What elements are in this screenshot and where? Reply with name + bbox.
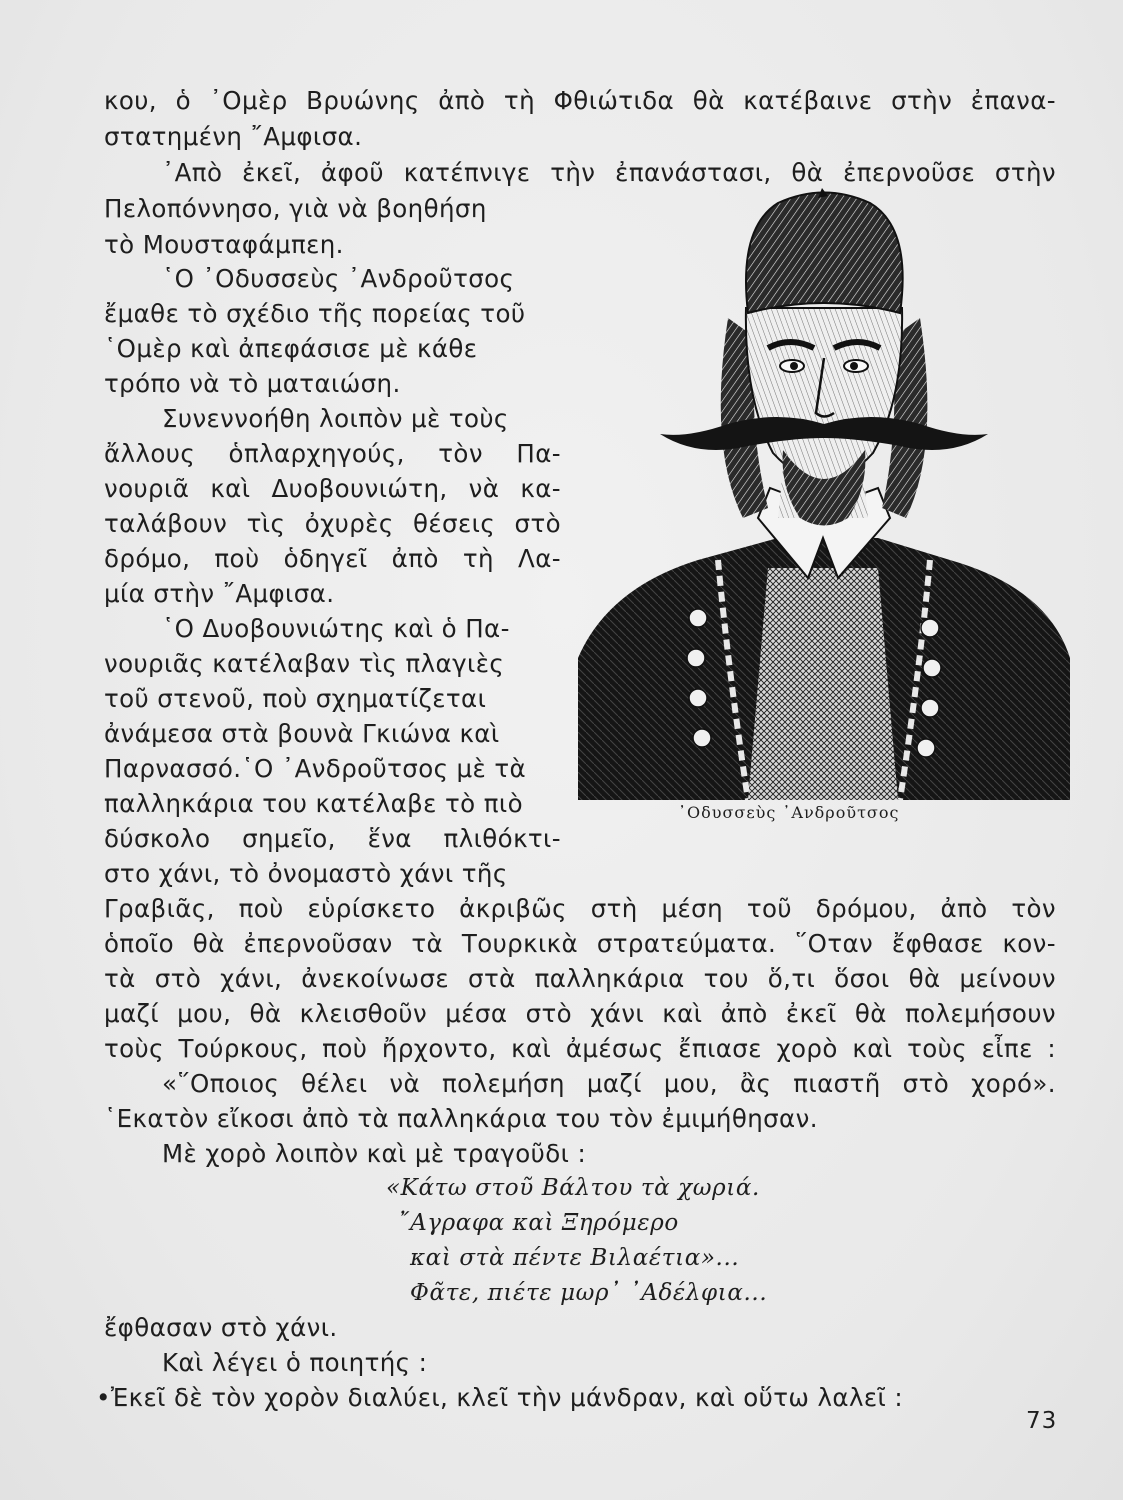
text-line: ἔφθασαν στὸ χάνι. <box>104 1313 338 1342</box>
text-line: Παρνασσό.῾Ο ᾿Ανδροῦτσος μὲ τὰ <box>104 754 527 783</box>
text-line: νουριᾶς κατέλαβαν τὶς πλαγιὲς <box>104 649 505 678</box>
text-line: τρόπο νὰ τὸ ματαιώση. <box>104 369 401 398</box>
text-line: παλληκάρια του κατέλαβε τὸ πιὸ <box>104 789 523 818</box>
text-line: τὰ στὸ χάνι, ἀνεκοίνωσε στὰ παλληκάρια του ὅ,τι ὅσοι θὰ μείνουν <box>104 964 1056 993</box>
text-line: «῞Οποιος θέλει νὰ πολεμήση μαζί μου, ἂς πιαστῆ στὸ χορό». <box>162 1069 1056 1098</box>
text-line: δρόμο, ποὺ ὁδηγεῖ ἀπὸ τὴ Λα- <box>104 544 561 573</box>
verse-line: «Κάτω στοῦ Βάλτου τὰ χωριά. <box>386 1175 760 1201</box>
text-line: στατημένη ῎Αμφισα. <box>104 122 363 151</box>
text-line: Καὶ λέγει ὁ ποιητής : <box>162 1348 428 1377</box>
text-line: ῾Ο ᾿Οδυσσεὺς ᾿Ανδροῦτσος <box>162 264 515 293</box>
text-line: νουριᾶ καὶ Δυοβουνιώτη, νὰ κα- <box>104 474 561 503</box>
text-line: Γραβιᾶς, ποὺ εὑρίσκετο ἀκριβῶς στὴ μέση τοῦ δρόμου, ἀπὸ τὸν <box>104 894 1056 923</box>
text-line: τοῦ στενοῦ, ποὺ σχηματίζεται <box>104 684 487 713</box>
page-number: 73 <box>1026 1408 1058 1434</box>
portrait-caption: ᾿Οδυσσεὺς ᾿Ανδροῦτσος <box>678 803 900 822</box>
text-line: στο χάνι, τὸ ὀνομαστὸ χάνι τῆς <box>104 859 508 888</box>
text-line: ἔμαθε τὸ σχέδιο τῆς πορείας τοῦ <box>104 299 526 328</box>
text-line: Συνεννοήθη λοιπὸν μὲ τοὺς <box>162 404 509 433</box>
text-line: μία στὴν ῎Αμφισα. <box>104 579 335 608</box>
text-line: δύσκολο σημεῖο, ἕνα πλιθόκτι- <box>104 824 561 853</box>
text-line: ῾Ομὲρ καὶ ἀπεφάσισε μὲ κάθε <box>104 334 478 363</box>
text-line: ῾Εκατὸν εἴκοσι ἀπὸ τὰ παλληκάρια του τὸν ἐμιμήθησαν. <box>104 1104 818 1133</box>
verse-line: καὶ στὰ πέντε Βιλαέτια»... <box>410 1245 740 1271</box>
text-line: τοὺς Τούρκους, ποὺ ἤρχοντο, καὶ ἀμέσως ἔπιασε χορὸ καὶ τοὺς εἶπε : <box>104 1034 1056 1063</box>
text-line: ἀνάμεσα στὰ βουνὰ Γκιώνα καὶ <box>104 719 500 748</box>
text-line: Πελοπόννησο, γιὰ νὰ βοηθήση <box>104 194 487 223</box>
text-line: μαζί μου, θὰ κλεισθοῦν μέσα στὸ χάνι καὶ ἀπὸ ἐκεῖ θὰ πολεμήσουν <box>104 999 1056 1028</box>
text-line: •Ἐκεῖ δὲ τὸν χορὸν διαλύει, κλεῖ τὴν μάνδραν, καὶ οὕτω λαλεῖ : <box>96 1383 904 1412</box>
text-line: ταλάβουν τὶς ὀχυρὲς θέσεις στὸ <box>104 509 561 538</box>
portrait-illustration <box>578 188 1070 800</box>
text-line: ᾿Απὸ ἐκεῖ, ἀφοῦ κατέπνιγε τὴν ἐπανάστασι, θὰ ἐπερνοῦσε στὴν <box>162 158 1056 187</box>
text-line: Μὲ χορὸ λοιπὸν καὶ μὲ τραγοῦδι : <box>162 1139 587 1168</box>
portrait-engraving <box>578 188 1070 800</box>
verse-line: Φᾶτε, πιέτε μωρ᾿ ᾿Αδέλφια... <box>410 1280 768 1306</box>
text-line: κου, ὁ ᾿Ομὲρ Βρυώνης ἀπὸ τὴ Φθιώτιδα θὰ κατέβαινε στὴν ἐπανα- <box>104 86 1056 115</box>
verse-line: ῎Αγραφα καὶ Ξηρόμερο <box>398 1210 679 1236</box>
text-line: ἄλλους ὁπλαρχηγούς, τὸν Πα- <box>104 439 561 468</box>
text-line: ὁποῖο θὰ ἐπερνοῦσαν τὰ Τουρκικὰ στρατεύματα. ῞Οταν ἔφθασε κον- <box>104 929 1056 958</box>
text-line: ῾Ο Δυοβουνιώτης καὶ ὁ Πα- <box>162 614 510 643</box>
text-line: τὸ Μουσταφάμπεη. <box>104 230 344 259</box>
